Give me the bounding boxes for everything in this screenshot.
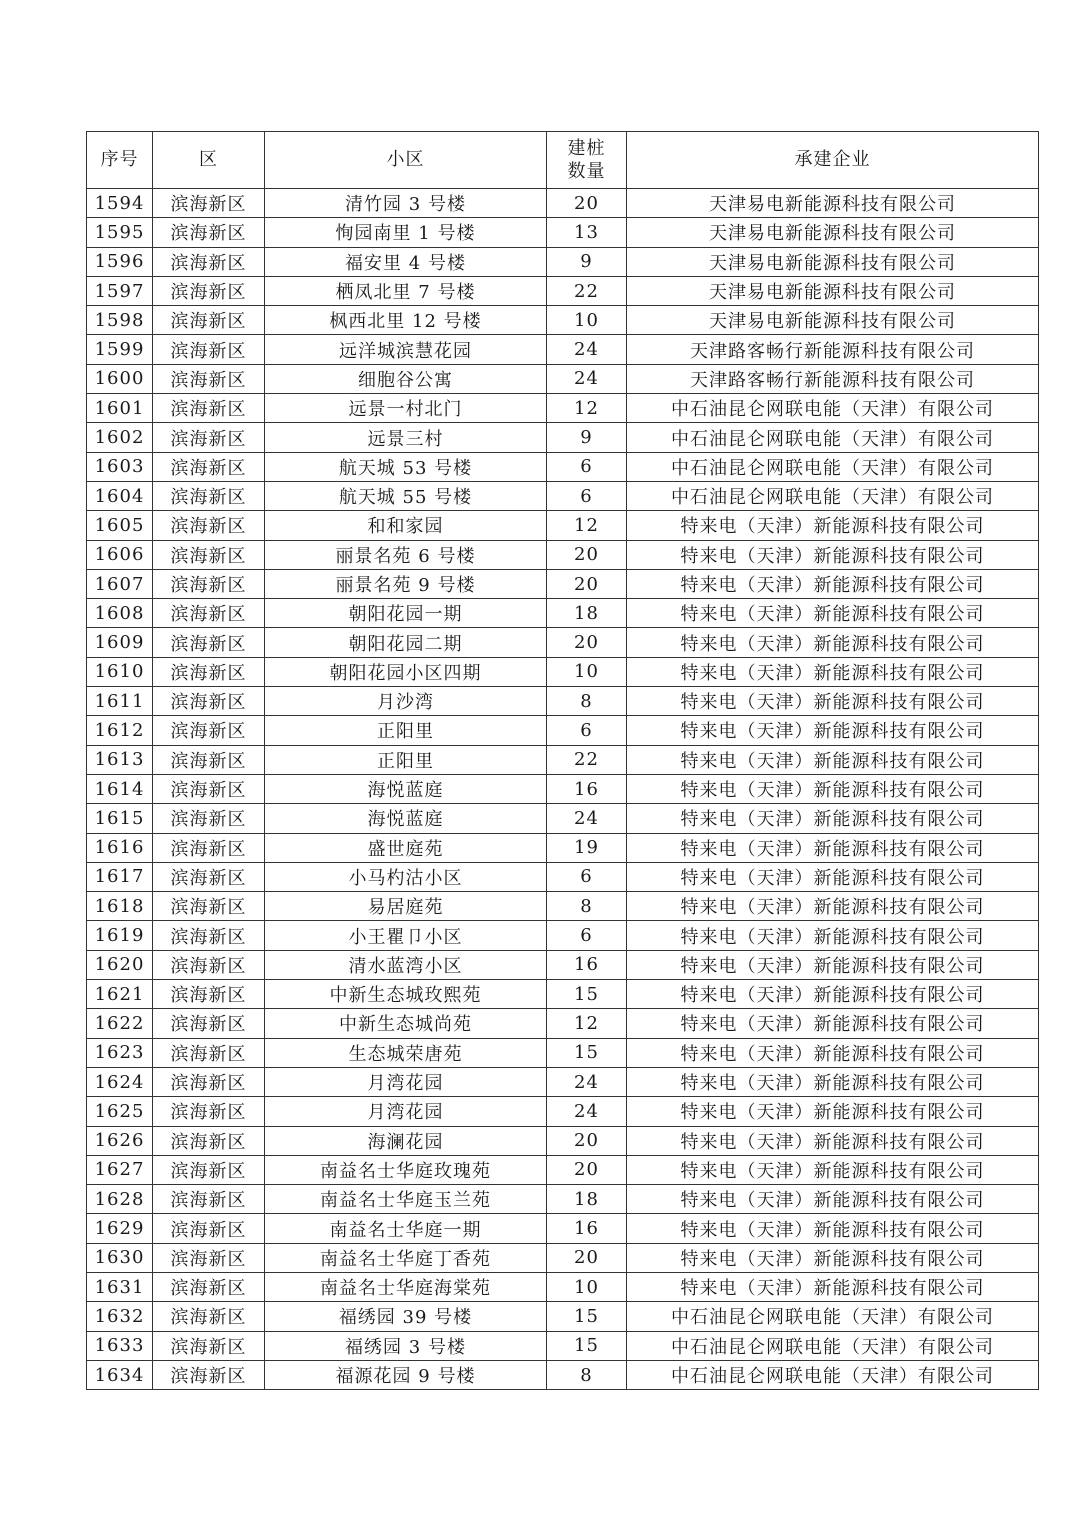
cell-count: 10 bbox=[547, 657, 627, 686]
cell-count: 9 bbox=[547, 423, 627, 452]
header-community: 小区 bbox=[265, 132, 547, 189]
cell-community: 福绣园 3 号楼 bbox=[265, 1331, 547, 1360]
cell-company: 特来电（天津）新能源科技有限公司 bbox=[627, 716, 1039, 745]
cell-count: 24 bbox=[547, 1097, 627, 1126]
cell-community: 正阳里 bbox=[265, 745, 547, 774]
cell-district: 滨海新区 bbox=[153, 423, 265, 452]
cell-company: 特来电（天津）新能源科技有限公司 bbox=[627, 1155, 1039, 1184]
cell-company: 特来电（天津）新能源科技有限公司 bbox=[627, 833, 1039, 862]
cell-company: 中石油昆仑网联电能（天津）有限公司 bbox=[627, 394, 1039, 423]
cell-count: 15 bbox=[547, 980, 627, 1009]
cell-seq: 1627 bbox=[87, 1155, 153, 1184]
cell-community: 中新生态城玫熙苑 bbox=[265, 980, 547, 1009]
cell-district: 滨海新区 bbox=[153, 687, 265, 716]
cell-seq: 1610 bbox=[87, 657, 153, 686]
cell-count: 6 bbox=[547, 481, 627, 510]
cell-seq: 1614 bbox=[87, 774, 153, 803]
cell-community: 朝阳花园小区四期 bbox=[265, 657, 547, 686]
cell-district: 滨海新区 bbox=[153, 218, 265, 247]
cell-seq: 1606 bbox=[87, 540, 153, 569]
cell-count: 15 bbox=[547, 1331, 627, 1360]
table-row bbox=[87, 335, 1039, 364]
cell-community: 盛世庭苑 bbox=[265, 833, 547, 862]
cell-district: 滨海新区 bbox=[153, 1126, 265, 1155]
cell-company: 中石油昆仑网联电能（天津）有限公司 bbox=[627, 1331, 1039, 1360]
cell-count: 24 bbox=[547, 364, 627, 393]
cell-community: 栖凤北里 7 号楼 bbox=[265, 276, 547, 305]
cell-seq: 1612 bbox=[87, 716, 153, 745]
cell-district: 滨海新区 bbox=[153, 1067, 265, 1096]
cell-community: 月湾花园 bbox=[265, 1097, 547, 1126]
cell-count: 16 bbox=[547, 774, 627, 803]
header-count-line1: 建桩 bbox=[567, 137, 606, 159]
cell-seq: 1623 bbox=[87, 1038, 153, 1067]
cell-company: 中石油昆仑网联电能（天津）有限公司 bbox=[627, 1360, 1039, 1389]
cell-company: 特来电（天津）新能源科技有限公司 bbox=[627, 950, 1039, 979]
cell-count: 19 bbox=[547, 833, 627, 862]
cell-company: 中石油昆仑网联电能（天津）有限公司 bbox=[627, 481, 1039, 510]
cell-community: 丽景名苑 9 号楼 bbox=[265, 569, 547, 598]
cell-company: 天津易电新能源科技有限公司 bbox=[627, 276, 1039, 305]
cell-district: 滨海新区 bbox=[153, 481, 265, 510]
cell-count: 20 bbox=[547, 189, 627, 218]
header-district: 区 bbox=[153, 132, 265, 189]
table-row bbox=[87, 1067, 1039, 1096]
cell-district: 滨海新区 bbox=[153, 745, 265, 774]
cell-seq: 1628 bbox=[87, 1185, 153, 1214]
cell-seq: 1599 bbox=[87, 335, 153, 364]
cell-company: 特来电（天津）新能源科技有限公司 bbox=[627, 569, 1039, 598]
cell-community: 航天城 55 号楼 bbox=[265, 481, 547, 510]
cell-district: 滨海新区 bbox=[153, 306, 265, 335]
table-row bbox=[87, 423, 1039, 452]
cell-company: 特来电（天津）新能源科技有限公司 bbox=[627, 862, 1039, 891]
header-seq: 序号 bbox=[87, 132, 153, 189]
cell-district: 滨海新区 bbox=[153, 394, 265, 423]
cell-count: 24 bbox=[547, 804, 627, 833]
header-count bbox=[547, 132, 627, 189]
cell-community: 航天城 53 号楼 bbox=[265, 452, 547, 481]
cell-seq: 1608 bbox=[87, 599, 153, 628]
cell-count: 12 bbox=[547, 511, 627, 540]
cell-company: 天津易电新能源科技有限公司 bbox=[627, 189, 1039, 218]
cell-seq: 1611 bbox=[87, 687, 153, 716]
table-row bbox=[87, 804, 1039, 833]
cell-community: 福源花园 9 号楼 bbox=[265, 1360, 547, 1389]
cell-district: 滨海新区 bbox=[153, 1009, 265, 1038]
table-row bbox=[87, 452, 1039, 481]
cell-seq: 1624 bbox=[87, 1067, 153, 1096]
cell-community: 清竹园 3 号楼 bbox=[265, 189, 547, 218]
table-row bbox=[87, 1009, 1039, 1038]
cell-count: 20 bbox=[547, 1155, 627, 1184]
cell-count: 6 bbox=[547, 921, 627, 950]
cell-community: 中新生态城尚苑 bbox=[265, 1009, 547, 1038]
cell-seq: 1607 bbox=[87, 569, 153, 598]
cell-company: 特来电（天津）新能源科技有限公司 bbox=[627, 1214, 1039, 1243]
cell-company: 特来电（天津）新能源科技有限公司 bbox=[627, 1038, 1039, 1067]
cell-district: 滨海新区 bbox=[153, 1214, 265, 1243]
cell-community: 海澜花园 bbox=[265, 1126, 547, 1155]
cell-seq: 1595 bbox=[87, 218, 153, 247]
cell-seq: 1621 bbox=[87, 980, 153, 1009]
cell-seq: 1594 bbox=[87, 189, 153, 218]
cell-count: 9 bbox=[547, 247, 627, 276]
table-row bbox=[87, 1243, 1039, 1272]
table-row bbox=[87, 511, 1039, 540]
table-body bbox=[87, 189, 1039, 1390]
table-row bbox=[87, 394, 1039, 423]
cell-district: 滨海新区 bbox=[153, 247, 265, 276]
cell-count: 10 bbox=[547, 306, 627, 335]
cell-seq: 1620 bbox=[87, 950, 153, 979]
cell-seq: 1602 bbox=[87, 423, 153, 452]
cell-district: 滨海新区 bbox=[153, 335, 265, 364]
cell-company: 中石油昆仑网联电能（天津）有限公司 bbox=[627, 423, 1039, 452]
cell-company: 特来电（天津）新能源科技有限公司 bbox=[627, 1067, 1039, 1096]
cell-seq: 1630 bbox=[87, 1243, 153, 1272]
cell-community: 远景三村 bbox=[265, 423, 547, 452]
cell-district: 滨海新区 bbox=[153, 1038, 265, 1067]
cell-district: 滨海新区 bbox=[153, 1302, 265, 1331]
cell-district: 滨海新区 bbox=[153, 980, 265, 1009]
cell-district: 滨海新区 bbox=[153, 1097, 265, 1126]
cell-community: 小王瞿卩小区 bbox=[265, 921, 547, 950]
cell-company: 特来电（天津）新能源科技有限公司 bbox=[627, 687, 1039, 716]
cell-community: 南益名士华庭丁香苑 bbox=[265, 1243, 547, 1272]
cell-district: 滨海新区 bbox=[153, 716, 265, 745]
cell-company: 天津易电新能源科技有限公司 bbox=[627, 306, 1039, 335]
cell-seq: 1609 bbox=[87, 628, 153, 657]
table-row bbox=[87, 306, 1039, 335]
cell-count: 22 bbox=[547, 745, 627, 774]
cell-community: 正阳里 bbox=[265, 716, 547, 745]
cell-district: 滨海新区 bbox=[153, 1243, 265, 1272]
cell-seq: 1634 bbox=[87, 1360, 153, 1389]
cell-community: 远景一村北门 bbox=[265, 394, 547, 423]
cell-seq: 1617 bbox=[87, 862, 153, 891]
cell-company: 特来电（天津）新能源科技有限公司 bbox=[627, 892, 1039, 921]
cell-community: 海悦蓝庭 bbox=[265, 804, 547, 833]
cell-company: 特来电（天津）新能源科技有限公司 bbox=[627, 1185, 1039, 1214]
cell-count: 6 bbox=[547, 862, 627, 891]
cell-seq: 1632 bbox=[87, 1302, 153, 1331]
table-row bbox=[87, 687, 1039, 716]
cell-company: 特来电（天津）新能源科技有限公司 bbox=[627, 774, 1039, 803]
cell-seq: 1605 bbox=[87, 511, 153, 540]
cell-district: 滨海新区 bbox=[153, 540, 265, 569]
cell-community: 枫西北里 12 号楼 bbox=[265, 306, 547, 335]
cell-district: 滨海新区 bbox=[153, 1331, 265, 1360]
cell-company: 特来电（天津）新能源科技有限公司 bbox=[627, 1009, 1039, 1038]
header-company: 承建企业 bbox=[627, 132, 1039, 189]
cell-company: 特来电（天津）新能源科技有限公司 bbox=[627, 657, 1039, 686]
cell-seq: 1601 bbox=[87, 394, 153, 423]
cell-community: 小马杓沽小区 bbox=[265, 862, 547, 891]
table-row bbox=[87, 1185, 1039, 1214]
table-row bbox=[87, 1126, 1039, 1155]
cell-district: 滨海新区 bbox=[153, 804, 265, 833]
cell-community: 南益名士华庭玉兰苑 bbox=[265, 1185, 547, 1214]
cell-company: 天津易电新能源科技有限公司 bbox=[627, 247, 1039, 276]
cell-seq: 1625 bbox=[87, 1097, 153, 1126]
cell-seq: 1633 bbox=[87, 1331, 153, 1360]
cell-community: 丽景名苑 6 号楼 bbox=[265, 540, 547, 569]
cell-district: 滨海新区 bbox=[153, 1272, 265, 1301]
table-row bbox=[87, 716, 1039, 745]
cell-company: 特来电（天津）新能源科技有限公司 bbox=[627, 1097, 1039, 1126]
cell-count: 20 bbox=[547, 628, 627, 657]
cell-district: 滨海新区 bbox=[153, 950, 265, 979]
table-row bbox=[87, 481, 1039, 510]
cell-company: 特来电（天津）新能源科技有限公司 bbox=[627, 745, 1039, 774]
cell-company: 特来电（天津）新能源科技有限公司 bbox=[627, 511, 1039, 540]
cell-community: 清水蓝湾小区 bbox=[265, 950, 547, 979]
cell-community: 易居庭苑 bbox=[265, 892, 547, 921]
cell-seq: 1597 bbox=[87, 276, 153, 305]
header-count-line2: 数量 bbox=[567, 161, 606, 182]
cell-count: 6 bbox=[547, 452, 627, 481]
cell-count: 20 bbox=[547, 1126, 627, 1155]
cell-count: 18 bbox=[547, 1185, 627, 1214]
cell-count: 18 bbox=[547, 599, 627, 628]
cell-count: 8 bbox=[547, 687, 627, 716]
cell-company: 特来电（天津）新能源科技有限公司 bbox=[627, 1272, 1039, 1301]
cell-count: 20 bbox=[547, 1243, 627, 1272]
cell-seq: 1600 bbox=[87, 364, 153, 393]
cell-community: 南益名士华庭海棠苑 bbox=[265, 1272, 547, 1301]
cell-company: 特来电（天津）新能源科技有限公司 bbox=[627, 1126, 1039, 1155]
table-row bbox=[87, 980, 1039, 1009]
table-row bbox=[87, 1272, 1039, 1301]
cell-community: 远洋城滨慧花园 bbox=[265, 335, 547, 364]
table-row bbox=[87, 862, 1039, 891]
cell-district: 滨海新区 bbox=[153, 276, 265, 305]
table-row bbox=[87, 1331, 1039, 1360]
cell-community: 南益名士华庭一期 bbox=[265, 1214, 547, 1243]
table-row bbox=[87, 1214, 1039, 1243]
table-row bbox=[87, 774, 1039, 803]
header-row bbox=[87, 132, 1039, 189]
table-row bbox=[87, 276, 1039, 305]
cell-district: 滨海新区 bbox=[153, 364, 265, 393]
cell-count: 22 bbox=[547, 276, 627, 305]
table-row bbox=[87, 1155, 1039, 1184]
cell-count: 12 bbox=[547, 1009, 627, 1038]
cell-count: 15 bbox=[547, 1302, 627, 1331]
table-row bbox=[87, 1302, 1039, 1331]
table-row bbox=[87, 833, 1039, 862]
cell-seq: 1616 bbox=[87, 833, 153, 862]
cell-district: 滨海新区 bbox=[153, 657, 265, 686]
table-header bbox=[87, 132, 1039, 189]
cell-district: 滨海新区 bbox=[153, 892, 265, 921]
table-row bbox=[87, 569, 1039, 598]
cell-seq: 1604 bbox=[87, 481, 153, 510]
cell-count: 16 bbox=[547, 1214, 627, 1243]
table-row bbox=[87, 189, 1039, 218]
cell-count: 20 bbox=[547, 540, 627, 569]
cell-community: 福安里 4 号楼 bbox=[265, 247, 547, 276]
cell-seq: 1622 bbox=[87, 1009, 153, 1038]
cell-district: 滨海新区 bbox=[153, 511, 265, 540]
cell-seq: 1626 bbox=[87, 1126, 153, 1155]
cell-company: 特来电（天津）新能源科技有限公司 bbox=[627, 980, 1039, 1009]
cell-community: 朝阳花园二期 bbox=[265, 628, 547, 657]
cell-company: 天津易电新能源科技有限公司 bbox=[627, 218, 1039, 247]
table-row bbox=[87, 921, 1039, 950]
cell-seq: 1615 bbox=[87, 804, 153, 833]
cell-seq: 1629 bbox=[87, 1214, 153, 1243]
cell-company: 特来电（天津）新能源科技有限公司 bbox=[627, 599, 1039, 628]
table-row bbox=[87, 540, 1039, 569]
table-row bbox=[87, 247, 1039, 276]
cell-seq: 1598 bbox=[87, 306, 153, 335]
cell-count: 16 bbox=[547, 950, 627, 979]
cell-seq: 1619 bbox=[87, 921, 153, 950]
table-row bbox=[87, 1360, 1039, 1389]
table-row bbox=[87, 364, 1039, 393]
cell-count: 20 bbox=[547, 569, 627, 598]
table-row bbox=[87, 1097, 1039, 1126]
cell-seq: 1596 bbox=[87, 247, 153, 276]
cell-district: 滨海新区 bbox=[153, 1360, 265, 1389]
cell-seq: 1618 bbox=[87, 892, 153, 921]
cell-count: 13 bbox=[547, 218, 627, 247]
table-row bbox=[87, 218, 1039, 247]
cell-community: 月湾花园 bbox=[265, 1067, 547, 1096]
cell-count: 24 bbox=[547, 335, 627, 364]
cell-district: 滨海新区 bbox=[153, 569, 265, 598]
table-row bbox=[87, 892, 1039, 921]
cell-count: 8 bbox=[547, 1360, 627, 1389]
cell-company: 特来电（天津）新能源科技有限公司 bbox=[627, 628, 1039, 657]
table-row bbox=[87, 745, 1039, 774]
cell-community: 恂园南里 1 号楼 bbox=[265, 218, 547, 247]
cell-company: 中石油昆仑网联电能（天津）有限公司 bbox=[627, 1302, 1039, 1331]
cell-seq: 1613 bbox=[87, 745, 153, 774]
cell-company: 特来电（天津）新能源科技有限公司 bbox=[627, 540, 1039, 569]
cell-district: 滨海新区 bbox=[153, 599, 265, 628]
cell-count: 6 bbox=[547, 716, 627, 745]
cell-district: 滨海新区 bbox=[153, 189, 265, 218]
cell-community: 月沙湾 bbox=[265, 687, 547, 716]
table-row bbox=[87, 599, 1039, 628]
table-row bbox=[87, 657, 1039, 686]
cell-district: 滨海新区 bbox=[153, 921, 265, 950]
cell-company: 特来电（天津）新能源科技有限公司 bbox=[627, 921, 1039, 950]
cell-district: 滨海新区 bbox=[153, 628, 265, 657]
table-row bbox=[87, 628, 1039, 657]
cell-district: 滨海新区 bbox=[153, 862, 265, 891]
cell-district: 滨海新区 bbox=[153, 774, 265, 803]
cell-district: 滨海新区 bbox=[153, 1155, 265, 1184]
table-row bbox=[87, 1038, 1039, 1067]
cell-district: 滨海新区 bbox=[153, 1185, 265, 1214]
cell-company: 天津路客畅行新能源科技有限公司 bbox=[627, 364, 1039, 393]
cell-community: 海悦蓝庭 bbox=[265, 774, 547, 803]
cell-count: 24 bbox=[547, 1067, 627, 1096]
cell-count: 15 bbox=[547, 1038, 627, 1067]
table-row bbox=[87, 950, 1039, 979]
cell-seq: 1631 bbox=[87, 1272, 153, 1301]
cell-company: 特来电（天津）新能源科技有限公司 bbox=[627, 1243, 1039, 1272]
cell-seq: 1603 bbox=[87, 452, 153, 481]
cell-company: 天津路客畅行新能源科技有限公司 bbox=[627, 335, 1039, 364]
cell-community: 细胞谷公寓 bbox=[265, 364, 547, 393]
cell-community: 南益名士华庭玫瑰苑 bbox=[265, 1155, 547, 1184]
cell-company: 特来电（天津）新能源科技有限公司 bbox=[627, 804, 1039, 833]
cell-company: 中石油昆仑网联电能（天津）有限公司 bbox=[627, 452, 1039, 481]
cell-count: 8 bbox=[547, 892, 627, 921]
cell-district: 滨海新区 bbox=[153, 833, 265, 862]
cell-community: 生态城荣唐苑 bbox=[265, 1038, 547, 1067]
cell-count: 12 bbox=[547, 394, 627, 423]
cell-community: 朝阳花园一期 bbox=[265, 599, 547, 628]
cell-community: 福绣园 39 号楼 bbox=[265, 1302, 547, 1331]
cell-count: 10 bbox=[547, 1272, 627, 1301]
cell-community: 和和家园 bbox=[265, 511, 547, 540]
cell-district: 滨海新区 bbox=[153, 452, 265, 481]
charging-pile-table bbox=[86, 131, 1039, 1390]
